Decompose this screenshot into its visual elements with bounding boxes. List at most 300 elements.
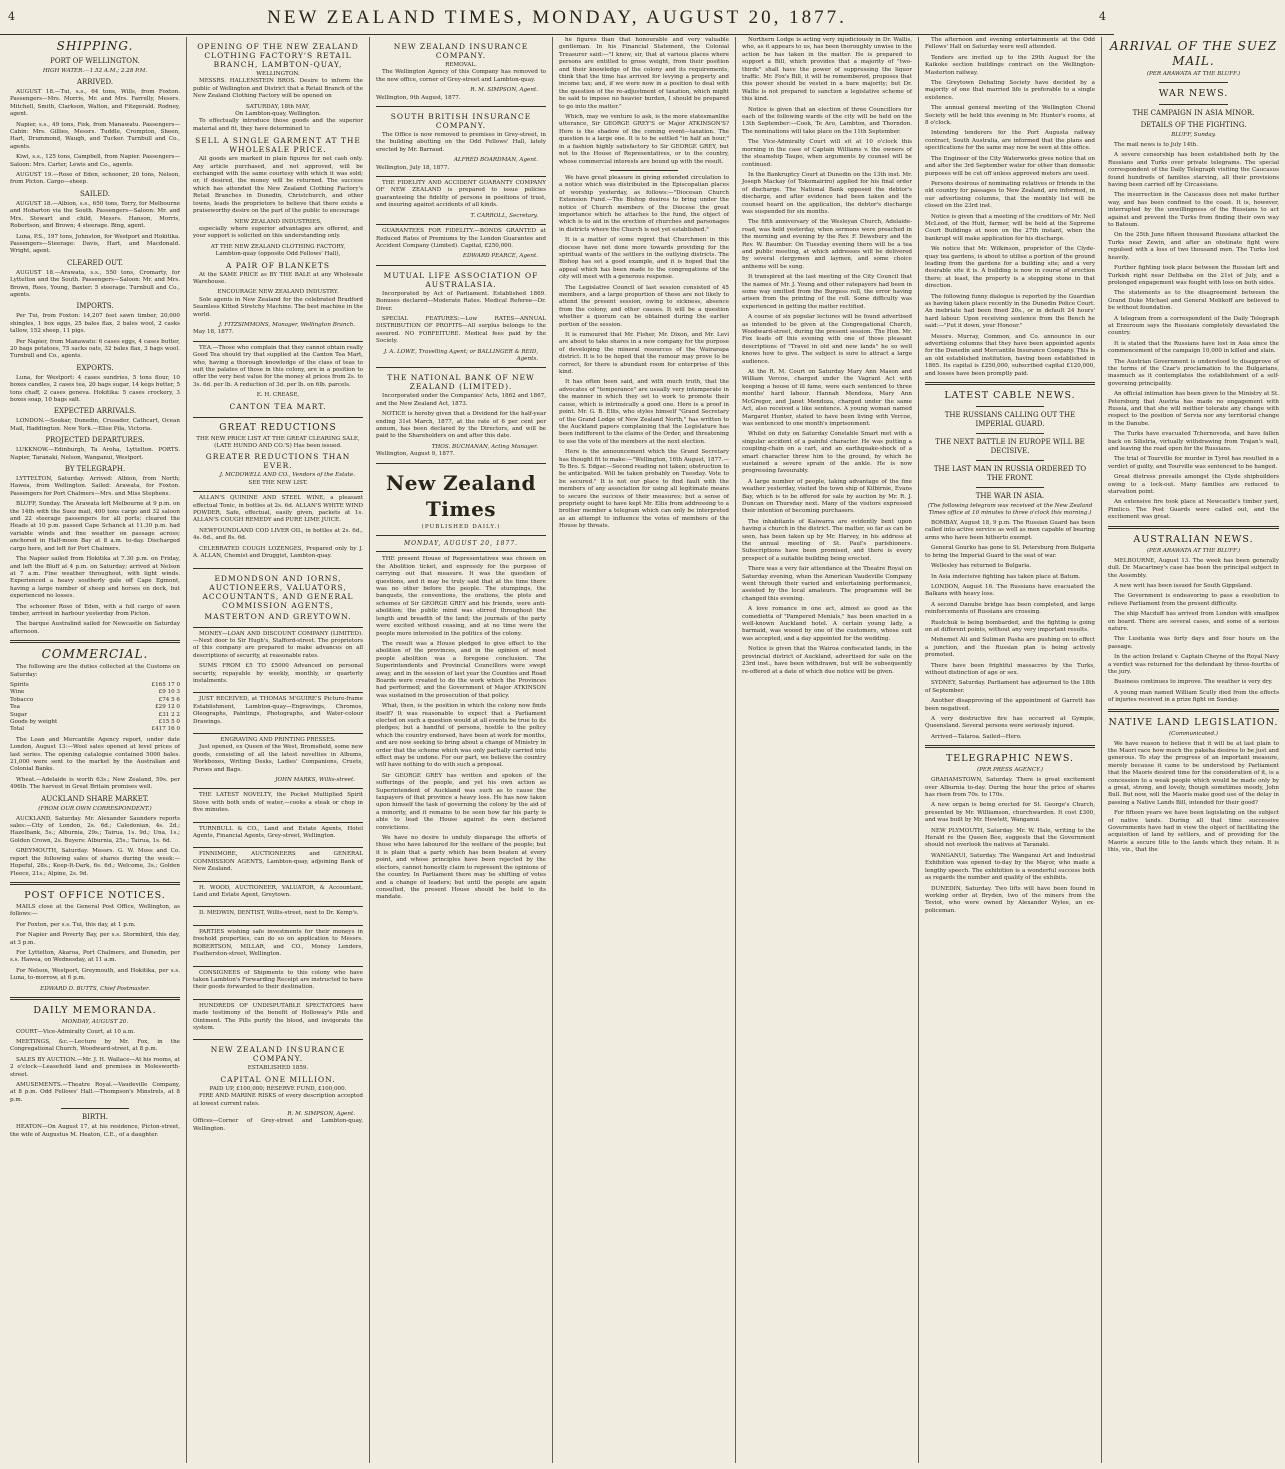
column-suez-mail xyxy=(1102,37,1285,1463)
daily-entry: MEETINGS, &c.—Lecture by Mr. Fox, in the Congregational Church, Woodward-street, at 8 p.m. xyxy=(10,1038,180,1053)
section-divider xyxy=(925,745,1095,748)
news-paragraph: The Engineer of the City Waterworks gives notice that on and after the 3rd September water for other than domestic purposes will be cut off unless approved meters are used. xyxy=(925,155,1095,177)
daily-entry: COURT—Vice-Admiralty Court, at 10 a.m. xyxy=(16,1028,135,1035)
cable-intro: (The following telegram was received at the New Zealand Times office at 10 minutes to three o'clock this morning.) xyxy=(927,503,1093,517)
ad-title: SOUTH BRITISH INSURANCE COMPANY. xyxy=(390,112,532,131)
news-paragraph: Tenders are invited up to the 29th August for the Kaikoke section buildings contract on the Wellington-Masterton railway. xyxy=(925,54,1095,76)
suez-sub: (PER ARAWATA AT THE BLUFF.) xyxy=(1146,71,1241,77)
native-paragraph: For fifteen years we have been legislating on the subject of native lands. During all that time successive Governments have had in view the object of facilitating the acquisition of land by settlers, and of providing for the Maoris a secure title to the lands which they retain. It is this, viz., that the xyxy=(1108,810,1279,854)
news-paragraph: A large number of people, taking advantage of the fine weather yesterday, visited the town ship of Kilbirnie, Evans Bay, which is to be offered for sale by auction by Mr. R. J. Duncan on Thursday next. Many of the visitors expressed their intention of becoming purchasers. xyxy=(742,478,912,515)
daily-date: MONDAY, AUGUST 20. xyxy=(61,1018,129,1025)
ad-text: FIRE AND MARINE RISKS of every description accepted at lowest current rates. xyxy=(193,1093,363,1107)
ad-text: To effectually introduce those goods and the superior material and fit, they have determined to xyxy=(193,118,363,132)
table-row xyxy=(10,712,180,719)
ad-signature: E. H. CREASE, xyxy=(256,392,300,399)
cable-headline: THE WAR IN ASIA. xyxy=(975,492,1045,501)
duty-amount: £29 12 0 xyxy=(155,704,180,711)
page-number-left: 4 xyxy=(8,10,15,23)
war-paragraph: An extensive fire took place at Newcastle's timber yard, Pimlico. The Post Guards were called out, and the excitement was great. xyxy=(1108,499,1279,521)
page-number-right: 4 xyxy=(1099,10,1106,23)
ad-address: Offices—Corner of Grey-street and Lambton-quay, Wellington. xyxy=(193,1118,363,1132)
cable-paragraph: SYDNEY, Saturday. Parliament has adjourned to the 18th of September. xyxy=(925,680,1095,694)
publication-frequency: (PUBLISHED DAILY.) xyxy=(421,523,501,530)
australian-paragraph: A young man named William Scully died from the effects of injuries received in a prize fight on Sunday. xyxy=(1108,689,1279,704)
news-paragraph: Persons desirous of nominating relatives or friends in the old country for passages to New Zealand, are informed, in our advertising columns, that the monthly list will be closed on the 23rd inst. xyxy=(925,180,1095,210)
bluff-entry: The Napier sailed from Hokitika at 7.30 p.m. on Friday, and left the Bluff at 4 p.m. on Saturday; arrived at Nelson at 7 a.m. Fine weather throughout, with light winds. Experienced a heavy southerly gale off Cape Egmont, having a large number of sheep and horses on deck, but experienced no losses. xyxy=(10,556,180,600)
advertisement xyxy=(193,848,363,881)
arrived-entry: Napier, s.s., 49 tons, Fisk, from Manawatu. Passengers—Cabin: Mrs. Gillies, Messrs. Tuddle, Crompton, Sheen, Hart, Drummond, Waugh, and Tucker. Turnbull and Co., agents. xyxy=(10,121,180,150)
news-paragraph: Notice is given that an election of three Councillors for each of the following wards of the city will be held on the 13th September:—Cook, Te Aro, Lambton, and Thorndon. The nominations will take place on the 11th September. xyxy=(742,106,912,135)
ad-title: CANTON TEA MART. xyxy=(229,401,327,411)
advertisement xyxy=(376,107,546,177)
postmaster-signature: EDWARD D. BUTTS, Chief Postmaster. xyxy=(40,985,150,992)
section-title-shipping: SHIPPING. xyxy=(56,39,134,53)
ad-date: Wellington, 9th August, 1877. xyxy=(376,94,461,101)
ad-place: MASTERTON AND GREYTOWN. xyxy=(204,611,352,621)
news-paragraph: It transpired at the last meeting of the City Council that the names of Mr. J. Young and other ratepayers had been in some way omitted from the Burgess roll, the error having arisen from the printing of the roll. Some difficulty was experienced in getting the matter rectified. xyxy=(742,274,912,310)
divider xyxy=(376,551,546,552)
daily-entry: AMUSEMENTS.—Theatre Royal.—Vaudeville Company, at 8 p.m. Odd Fellows' Hall.—Thompson's Minstrels, at 8 p.m. xyxy=(10,1082,180,1103)
telegraphic-sub: (PER PRESS AGENCY.) xyxy=(976,767,1044,774)
column-advertisements-1 xyxy=(187,37,370,1463)
section-title-australian-news: AUSTRALIAN NEWS. xyxy=(1133,533,1254,545)
port-heading: PORT OF WELLINGTON. xyxy=(50,57,140,65)
cable-headline: THE RUSSIANS CALLING OUT THE IMPERIAL GUARD. xyxy=(944,411,1076,429)
ad-title: GREAT REDUCTIONS xyxy=(219,422,337,433)
section-title-daily-memoranda: DAILY MEMORANDA. xyxy=(33,1004,157,1016)
imports-entry: Per Napier, from Manawatu: 6 cases eggs, 4 cases butter, 20 bags potatoes, 75 sacks oats, 32 bales flax, 3 bags wool. Turnbull and Co., agents. xyxy=(10,338,180,360)
editorial-paragraph: The result was a House pledged to give effect to the abolition of the provinces, and in the opinion of most people abolition was a foregone conclusion. The Superintendents and Provincial Councillors were swept away, and in the session of last year the Counties and Road Boards were created to do the work which the Provinces had performed; and the Government of Major ATKINSON was sustained in the prosecution of that policy. xyxy=(376,640,546,699)
ad-text: TURNBULL & CO., Land and Estate Agents, Hotel Agents, Financial Agents, Grey-street, Wellington. xyxy=(193,825,363,840)
duty-amount: £9 10 3 xyxy=(158,689,180,696)
ad-headline: ENCOURAGE NEW ZEALAND INDUSTRY. xyxy=(217,289,339,296)
telegraphic-paragraph: A new organ is being erected for St. George's Church, presented by Mr. Williamson, churchwarden. It cost £300, and was built by Mr. Hewlett, Wanganui. xyxy=(925,802,1095,824)
cable-paragraph: General Gourko has gone to St. Petersburg from Bulgaria to bring the Imperial Guard to the seat of war. xyxy=(925,545,1095,559)
war-paragraph: The statements as to the disagreement between the Grand Duke Michael and General Melikoff are believed to be without foundation. xyxy=(1108,290,1279,312)
ad-text: NEWFOUNDLAND COD LIVER OIL, in bottles at 2s. 6d., 4s. 6d., and 8s. 6d. xyxy=(193,527,363,542)
advertisement xyxy=(193,342,363,418)
ad-title: ENGRAVING AND PRINTING PRESSES. xyxy=(220,736,336,743)
column-editorial xyxy=(370,37,553,1463)
editorial-paragraph: Which, may we venture to ask, is the more statesmanlike utterance, Sir GEORGE GREY'S or Major ATKINSON'S? Here is the shadow of the coming event—taxation. The question is a large one. It is to be settled "in half an hour," in a fashion highly satisfactory to Sir GEORGE GREY, but not to the House of Representatives, or to the country, whose commercial interests are bound up with the result. xyxy=(559,114,729,165)
news-paragraph: Northern Lodge is acting very injudiciously in Dr. Wallis, who, as it appears to us, has been thoroughly unwise in the action he has taken in the matter. He is prepared to support a Bill, which provides that a majority of "two-thirds" shall have the power of suppressing the liquor traffic. Mr. Fox's Bill, it will be remembered, proposes that this power should be vested in a bare majority; but Dr. Wallis is not prepared to sanction a legislative scheme of this kind. xyxy=(742,37,912,103)
war-dateline: BLUFF, Sunday. xyxy=(1171,132,1216,138)
paper-nameplate: New Zealand Times xyxy=(385,470,537,521)
news-paragraph: The inhabitants of Kaiwarra are evidently bent upon having a church in the district. The matter, so far as can be seen, has been taken up by Mr. Harvey, in his address at the annual meeting of St. Paul's parishioners. Subscriptions have been promised, and there is every prospect of a suitable building being erected. xyxy=(742,518,912,562)
telegraph-heading: BY TELEGRAPH. xyxy=(64,465,126,474)
news-paragraph: A course of six popular lectures will be found advertised as intended to be given at the Congregational Church, Woodward-street, during the present session. The Hon. Mr. Fox leads off this evening with one of those pleasant descriptions of "Travel in old and new lands" he so well knows how to give. The subject is sure to attract a large audience. xyxy=(742,314,912,365)
table-row xyxy=(10,682,180,689)
war-paragraph: A telegram from a correspondent of the Daily Telegraph at Erzeroum says the Russians completely devastated the country. xyxy=(1108,315,1279,337)
advertisement xyxy=(193,734,363,789)
war-paragraph: The Austrian Government is understood to disapprove of the terms of the Czar's proclamation to the Bulgarians, inasmuch as it contemplates the establishment of a self-governing principality. xyxy=(1108,358,1279,387)
high-water: HIGH WATER.—1.52 A.M.; 2.28 P.M. xyxy=(42,68,148,74)
ad-text: Incorporated by Act of Parliament. Established 1869. Bonuses declared—Moderate Rates. Medical Referee—Dr. Diver. xyxy=(376,290,546,312)
section-title-cable-news: LATEST CABLE NEWS. xyxy=(944,390,1076,402)
news-paragraph: We have great pleasure in giving extended circulation to a notice which was distributed in the Episcopalian places of worship yesterday, as follows:—"Diocesan Church Extension Fund.—The Bishop desires to bring under the notice of Church members of the Diocese the great importance which he attaches to the fund, the object of which is to aid in the erection of churches and parsonages in districts where the Church is not yet established." xyxy=(559,174,729,233)
exports-entry: Luna, for Westport: 4 cases sundries, 5 tons flour, 10 boxes candles, 2 cases tea, 20 bags sugar, 14 kegs butter, 5 tons chaff, 2 cases geneva. Hokitika: 5 cases crockery, 3 boxes soap, 10 bags salt. xyxy=(10,374,180,403)
ad-text: THE LATEST NOVELTY, the Pocket Multiplied Spirit Stove with both ends of water,—cooks a steak or chop in five minutes. xyxy=(193,792,363,814)
news-paragraph: The annual general meeting of the Wellington Choral Society will be held this evening in Mr. Hunter's rooms, at 8 o'clock. xyxy=(925,105,1095,127)
bluff-entry: BLUFF, Sunday. The Arawata left Melbourne at 9 p.m. on the 14th with the Suez mail, 400 tons cargo and 32 saloon and 22 steerage passengers for all ports; cleared the Heads at 10 p.m. passed Cape Schanck at 11.30 p.m. had variable winds and fine weather on passage across; anchored in Half-moon Bay at 8 a.m. to-day. Discharged cargo here, and left for Port Chalmers. xyxy=(10,501,180,552)
editorial-paragraph: Sir GEORGE GREY has written and spoken of the sufferings of the people, and yet his own action as Superintendent of Auckland was such as to cause the taxpayers of that province a heavy loss. He has now taken upon himself the task of governing the colony by the aid of a minority, and it remains to be seen how far his party is able to lead the House against its own declared convictions. xyxy=(376,772,546,831)
section-divider xyxy=(10,640,180,643)
commercial-intro: The following are the duties collected at the Customs on Saturday: xyxy=(10,664,180,678)
section-title-suez-mail: ARRIVAL OF THE SUEZ MAIL. xyxy=(1109,39,1278,68)
divider xyxy=(976,406,1044,407)
duty-item: Sugar xyxy=(10,711,28,718)
australian-sub: (PER ARAWATA AT THE BLUFF.) xyxy=(1146,547,1241,554)
greymouth-entry: GREYMOUTH, Saturday. Messrs. G. W. Moss and Co. report the following sales of shares during the week:—Hopeful, 28s.; Keep-It-Dark, 6s. 6d.; Welcome, 3s.; Golden Fleece, 21s.; Alpine, 2s. 9d. xyxy=(10,848,180,877)
news-paragraph: We notice that Mr. Wilkinson, proprietor of the Clyde-quay tea gardens, is about to utilise a portion of the ground leading from the gardens for a building site; and a very desirable site it is. A building is now in course of erection there; at least, the property is a stepping stone in that direction. xyxy=(925,246,1095,290)
ad-text: CELEBRATED COUGH LOZENGES, Prepared only by J. A. ALLAN, Chemist and Druggist, Lambton-quay. xyxy=(193,545,363,560)
post-entry: For Nelson, Westport, Greymouth, and Hokitika, per s.s. Luna, to-morrow, at 6 p.m. xyxy=(10,967,180,982)
ad-signature: T. CARROLL, Secretary. xyxy=(470,212,538,219)
news-paragraph: The Greytown Debating Society have decided by a majority of one that married life is preferable to a single existence. xyxy=(925,80,1095,101)
duty-amount: £74 5 6 xyxy=(158,696,180,703)
native-sub: (Communicated.) xyxy=(1169,730,1218,737)
divider xyxy=(376,535,546,536)
ad-text: PARTIES wishing safe investments for their moneys in freehold properties, can do so on application to Messrs. ROBERTSON, MILLAR, and CO., Money Lenders, Featherston-street, Wellington. xyxy=(193,928,363,958)
divider xyxy=(1159,104,1227,105)
news-paragraph: A love romance in one act, almost as good as the comedietta of "Pampered Menials," has been enacted in a well-known Auckland hotel. A certain young lady, a barmaid, was wooed by one of the customers, whose suit was accepted, and a day appointed for the wedding. xyxy=(742,606,912,642)
war-headline: THE CAMPAIGN IN ASIA MINOR. xyxy=(1132,109,1255,117)
column-cable-news xyxy=(919,37,1102,1463)
ad-signature: J. MCDOWELL AND CO., Vendors of the Estate. xyxy=(219,472,355,479)
ad-signature: THOS. BUCHANAN, Acting Manager. xyxy=(431,443,538,450)
news-paragraph: The afternoon and evening entertainments at the Odd Fellows' Hall on Saturday were well attended. xyxy=(925,37,1095,51)
war-paragraph: The insurrection in the Caucasus does not make further way, and has been confined to the coast. It is, however, interrupted by the unwillingness of the Russians to act against and prevent the Turks from finding their own way to Batoum. xyxy=(1108,192,1279,229)
war-paragraph: Further fighting took place between the Russian left and Turkish right near Delibaba on the 21st of July, and a prolonged engagement was fought with loss on both sides. xyxy=(1108,265,1279,286)
telegraphic-paragraph: WANGANUI, Saturday. The Wanganui Art and Industrial Exhibition was opened to-day by the Mayor, who made a lengthy speech. The exhibition is a wonderful success both as regards the number and quality of the exhibits. xyxy=(925,852,1095,882)
news-paragraph: Messrs. Murray, Common, and Co. announce in our advertising columns that they have been appointed agents for the Dunedin and Mercantile Insurance Company. This is an old established institution, having been established in 1865. Its capital is £250,000, subscribed capital £120,000, and losses have been promptly paid. xyxy=(925,333,1095,377)
ad-place: WELLINGTON. xyxy=(256,71,300,77)
divider xyxy=(976,460,1044,461)
ad-headline: GREATER REDUCTIONS THAN EVER. xyxy=(205,452,351,471)
news-paragraph: Here is the announcement which the Grand Secretary has thought fit to make:—"Wellington, 16th August, 1877.—To Bro. S. Edgar.—Second reading not taken; obstruction to be anticipated. Will be taken probably on Tuesday. Vote to be secured." It is not our place to find fault with the members of any association for using all legitimate means to secure the success of their measures; but a sense of propriety ought to have kept Mr. Ellis from addressing to a brother member a telegram which can only be interpreted as an attempt to influence the votes of members of the House by threats. xyxy=(559,449,729,530)
post-entry: For Lyttelton, Akaroa, Port Chalmers, and Dunedin, per s.s. Hawea, on Wednesday, at 11 a.m. xyxy=(10,949,180,964)
ad-text: THE NEW PRICE LIST AT THE GREAT CLEARING SALE, (LATE HUNDO AND CO.'S) Has been issued. xyxy=(196,435,360,450)
bluff-entry: The barque Australind sailed for Newcastle on Saturday afternoon. xyxy=(10,621,180,635)
section-divider xyxy=(925,382,1095,385)
news-paragraph: There was a very fair attendance at the Theatre Royal on Saturday evening, when the American Vaudeville Company went through their varied and entertaining performance, assisted by the local amateurs. The programme will be changed this evening. xyxy=(742,566,912,602)
ad-location: Lambton-quay (opposite Odd Fellows' Hall), xyxy=(215,251,341,258)
advertisement xyxy=(193,418,363,493)
war-paragraph: The trial of Tourville for murder in Tyrol has resulted in a verdict of guilty, and Tourville was sentenced to be hanged. xyxy=(1108,456,1279,470)
post-entry: For Napier and Poverty Bay, per s.s. Stormbird, this day, at 3 p.m. xyxy=(10,932,180,946)
ad-signature: J. A. LOWE, Travelling Agent; or BALLINGER & REID, Agents. xyxy=(383,348,538,362)
telegraphic-paragraph: DUNEDIN, Saturday. Two lifts will have been found in working order at Bryden, two of the miners from the Teviot, who were owned by Alexander Wylee, an ex-policeman. xyxy=(925,885,1095,914)
cleared-heading: CLEARED OUT. xyxy=(67,258,123,267)
advertisement xyxy=(193,1040,363,1137)
advertisement xyxy=(376,225,546,266)
australian-paragraph: The Lusitania was forty days and four hours on the passage. xyxy=(1108,636,1279,650)
ad-text: TEA.—Those who complain that they cannot obtain really Good Tea should try that supplied at the Canton Tea Mart, who, having a thorough knowledge of the class of teas to suit the palates of those in this colony, are in a position to offer the very best value for the money at prices from 2s. to 3s. 6d. per lb. A reduction of 3d. per lb. on 6lb. parcels. xyxy=(193,344,363,388)
arrived-entry: AUGUST 18.—Tui, s.s., 64 tons, Wills, from Foxton. Passengers—Mrs. Morris, Mr. and Mrs. Farrelly, Messrs. Mitchell, Smith, Clarkson, Walton, and Fitzgerald. Rodney, agent. xyxy=(10,89,180,118)
section-title-native-land: NATIVE LAND LEGISLATION. xyxy=(1108,716,1279,728)
news-paragraph: The Legislative Council of last session consisted of 45 members, and a large proportion of these are not likely to attend the present session, owing to sickness, absence from the colony, and other causes. It will be a question whether a quorum can be obtained during the earlier portion of the session. xyxy=(559,284,729,328)
section-title-telegraphic-news: TELEGRAPHIC NEWS. xyxy=(945,753,1075,765)
ad-text: All goods are marked in plain figures for net cash only. Any article purchased, and not approved, will be exchanged with the same courtesy with which it was sold; or, if desired, the money will be returned. The success which has attended the New Zealand Clothing Factory's Retail Branches in Dunedin, Christchurch, and other towns, leads the proprietors to believe that there exists a praiseworthy desire on the part of the public to encourage xyxy=(193,156,363,215)
advertisement xyxy=(193,569,363,628)
advertisement xyxy=(193,37,363,342)
advertisement xyxy=(193,693,363,734)
australian-paragraph: The ship Macduff has arrived from London with smallpox on board. There are several cases, and some of a serious nature. xyxy=(1108,611,1279,632)
divider xyxy=(976,487,1044,488)
war-paragraph: An official intimation has been given to the Ministry at St. Petersburg that Austria has made no engagement with Russia, and that she will neither tolerate any change with respect to the position of Servia nor any territorial change in the Danube. xyxy=(1108,391,1279,427)
editorial-paragraph: THE present House of Representatives was chosen on the Abolition ticket, and expressly for the purpose of carrying out that measure. It was the question of questions, and it may be truly said that at the time there was no other before the people. The stumpings, the banquets, the conventions, the orations, the plots and schemes of Sir GEORGE GREY and his friends, were anti-abolition; the public mind was stirred throughout the length and breadth of the land; the journals of the party were excited without ceasing, and at no time were the people more interested in the politics of the colony. xyxy=(376,556,546,637)
cable-paragraph: Wellesley has returned to Bulgaria. xyxy=(931,563,1032,570)
telegraph-entry: LYTTELTON, Saturday. Arrived: Albion, from North; Hawea, from Wellington. Sailed: Arawata, for Foxton. Passengers for Port Chalmers—Mrs. and Miss Stephens. xyxy=(10,476,180,497)
ad-text: NOTICE is hereby given that a Dividend for the half-year ending 31st March, 1877, at the rate of 6 per cent per annum, has been declared by the Directors, and will be paid to the Shareholders on and after this date. xyxy=(376,411,546,440)
ad-title: EDMONDSON AND IORNS, AUCTIONEERS, VALUATORS, ACCOUNTANTS, AND GENERAL COMMISSION AGENTS, xyxy=(202,573,354,610)
ad-signature: JOHN MARKS, Willis-street. xyxy=(275,777,355,783)
cleared-entry: AUGUST 18.—Arawata, s.s., 550 tons, Cromarty, for Lyttelton and the South. Passengers—Saloon: Mr. and Mrs. Brown, Rees, Young, Baxter; 5 steerage. Turnbull and Co., agents. xyxy=(10,269,180,298)
divider xyxy=(610,170,678,171)
native-paragraph: We have reason to believe that it will be at last plain to the Maori race how much the pakeha desires to be just and generous. To stay the progress of an important measure, merely because it came to be understood by Parliament that the Maoris desired time for the consideration of it, is a concession to a weak people which would be made only by a great, strong, and lovely, though sometimes moody, John Bull. But now, will the Maoris make good use of the delay in passing a Native Lands Bill, intended for their good? xyxy=(1108,740,1279,806)
advertisement xyxy=(376,37,546,107)
australian-paragraph: In the action Ireland v. Captain Cheyne of the Royal Navy a verdict was returned for the defendant by three-fourths of the jury. xyxy=(1108,654,1279,675)
ad-signature: J. FITZSIMMONS, Manager, Wellington Branch. xyxy=(218,321,355,328)
masthead xyxy=(0,0,1114,35)
masthead-title: NEW ZEALAND TIMES, MONDAY, AUGUST 20, 1877. xyxy=(267,7,847,28)
post-entry: For Foxton, per s.s. Tui, this day, at 1 p.m. xyxy=(16,921,136,928)
australian-paragraph: The Government is endeavoring to pass a resolution to relieve Parliament from the present difficulty. xyxy=(1108,593,1279,607)
editorial-paragraph: We have no desire to unduly disparage the efforts of those who have laboured for the welfare of the people; but it is plain that a party which has been beaten at every point, and whose principles have been rejected by the electors, cannot honestly claim to represent the opinions of the country. In Parliament there may be shifting of votes and a change of leaders; but until the people are again consulted, the present House should be held to its mandate. xyxy=(376,835,546,901)
ad-text: Sole agents in New Zealand for the celebrated Bradford Seamless Kitted Stretchy Machine. The best machine in the world. xyxy=(193,296,363,318)
cable-paragraph: A second Danube bridge has been completed, and large reinforcements of Russians are crossing. xyxy=(925,601,1095,616)
australian-paragraph: Business continues to improve. The weather is very dry. xyxy=(1114,679,1273,686)
ad-text: Incorporated under the Companies' Acts, 1862 and 1867, and the New Zealand Act, 1873. xyxy=(376,393,546,407)
divider xyxy=(61,1108,129,1109)
commercial-entry: The Loan and Mercantile Agency report, under date London, August 13:—Wool sales opened at level prices of last series. The opening catalogue contained 5000 bales. 21,000 were sent to the market by the Australian and Colonial Banks. xyxy=(10,736,180,773)
cable-headline: THE LAST MAN IN RUSSIA ORDERED TO THE FRONT. xyxy=(933,465,1087,483)
news-paragraph: It has often been said, and with much truth, that the advocates of "temperance" are usually very intemperate in the manner in which they set to work to promote their cause, which is intrinsically a good one. Here is a proof in point. Mr. G. B. Ellis, who styles himself "Grand Secretary of the Grand Lodge of New Zealand North," has written to the Auckland papers complaining that the Legislature has been indifferent to the claims of the Order, and threatening to use the vote of the members at the next election. xyxy=(559,379,729,445)
duty-amount: £165 17 0 xyxy=(151,681,180,688)
ad-date: SATURDAY, 18th MAY, xyxy=(245,103,311,110)
ad-location: On Lambton-quay, Wellington. xyxy=(235,111,321,118)
duty-item: Spirits xyxy=(10,681,29,688)
divider xyxy=(976,433,1044,434)
expected-heading: EXPECTED ARRIVALS. xyxy=(53,407,137,416)
divider xyxy=(1159,82,1227,83)
ad-signature: ALFRED BOARDMAN, Agent. xyxy=(453,157,538,164)
advertisement xyxy=(193,1000,363,1041)
bluff-entry: The schooner Rose of Eden, with a full cargo of sawn timber, arrived in harbour yesterday from Picton. xyxy=(10,603,180,617)
arrived-entry: AUGUST 19.—Rose of Eden, schooner, 20 tons, Nelson, from Picton. Cargo—sheep. xyxy=(10,172,180,186)
ad-text: CONSIGNEES of Shipments to this colony who have taken Lambton's Forwarding Receipt are instructed to have their goods forwarded to their destination. xyxy=(193,969,363,991)
section-divider xyxy=(1108,709,1279,712)
duty-amount: £417 16 0 xyxy=(151,726,180,733)
ad-signature: EDWARD PEARCE, Agent. xyxy=(462,253,538,260)
ad-text: HUNDREDS OF UNDISPUTABLE SPECTATORS have made testimony of the benefit of Holloway's Pills and Ointment. The Pills purify the blood, and invigorate the system. xyxy=(193,1002,363,1031)
ad-text: ALLAN'S QUININE AND STEEL WINE, a pleasant effectual Tonic, in bottles at 2s. 6d. ALLAN'S WHITE WIND POWDER, Safe, effectual, easily given, packets at 1s. ALLAN'S COUGH REMEDY and PURE LIME JUICE. xyxy=(193,495,363,524)
table-row xyxy=(10,697,180,704)
war-headline: DETAILS OF THE FIGHTING. xyxy=(1140,121,1247,129)
advertisement xyxy=(376,177,546,225)
ad-text: SPECIAL FEATURES:—Low RATES—ANNUAL DISTRIBUTION OF PROFITS—All surplus belongs to the assured. NO FORFEITURE. Medical fees paid by the Society. xyxy=(376,315,546,345)
advertisement xyxy=(193,907,363,925)
war-paragraph: It is stated that the Russians have lost in Asia since the commencement of the campaign 10,000 in killed and slain. xyxy=(1108,340,1279,355)
cable-paragraph: Arrived—Talaroa. Sailed—Hero. xyxy=(931,733,1022,740)
ad-signature: R. M. SIMPSON, Agent. xyxy=(287,1110,355,1117)
sailed-entry: AUGUST 18.—Albion, s.s., 650 tons, Torry, for Melbourne and Hobarton via the South. Passengers—Saloon: Mr. and Mrs. Stewart and child, Messrs. Hanson, Morris, Robertson, and Brown; 4 steerage. Bing, agent. xyxy=(10,200,180,230)
ad-text: FINNIMORE, AUCTIONEERS and GENERAL COMMISSION AGENTS, Lambton-quay, adjoining Bank of New Zealand. xyxy=(193,851,363,873)
ad-text: THE FIDELITY AND ACCIDENT GUARANTY COMPANY OF NEW ZEALAND is prepared to issue policies guaranteeing the fidelity of persons in positions of trust, and insuring against accidents of all kinds. xyxy=(376,180,546,209)
birth-heading: BIRTH. xyxy=(81,1113,109,1122)
advertisement xyxy=(193,882,363,908)
ad-text: PAID UP, £100,000; RESERVE FUND, £100,000. xyxy=(209,1085,347,1092)
arrived-entry: Kiwi, s.s., 125 tons, Campbell, from Napier. Passengers—Saloon: Mrs. Carter, Lewis and Co., agents. xyxy=(10,154,180,168)
ad-headline: CAPITAL ONE MILLION. xyxy=(220,1074,336,1084)
duty-item: Tobacco xyxy=(10,696,34,703)
news-paragraph: At the R. M. Court on Saturday Mary Ann Mason and William Vercoe, charged under the Vagrant Act with keeping a house of ill fame, were each sentenced to three months' hard labour. Hannah Mendoza, Mary Ann McGregor, and Janet Mendoza, charged under the same Act, also received a like sentence. A young woman named Margaret Hunter, stated to have been living with Vercoe, was sentenced to one month's imprisonment. xyxy=(742,369,912,427)
section-divider xyxy=(1108,526,1279,529)
ad-text: especially where superior advantages are offered, and your support is solicited on this understanding only. xyxy=(193,225,363,240)
cable-paragraph: Rustchuk is being bombarded, and the fighting is going on at different points, without any very important results. xyxy=(925,619,1095,633)
cable-paragraph: A very destructive fire has occurred at Gympie, Queensland. Several persons were seriously injured. xyxy=(925,716,1095,730)
projected-entry: LUKKNOW.—Edinburgh, Ta Aroha, Lyttelton. PORTS. Napier, Taranaki, Nelson, Wanganui, Westport. xyxy=(10,447,180,461)
advertisement xyxy=(193,967,363,1000)
ad-title: OPENING OF THE NEW ZEALAND CLOTHING FACTORY'S RETAIL BRANCH, LAMBTON-QUAY, xyxy=(197,42,359,69)
war-news-title: WAR NEWS. xyxy=(1158,88,1229,99)
ad-text: D. MEDWIN, DENTIST, Willis-street, next to Dr. Kemp's. xyxy=(199,910,359,917)
news-paragraph: The Vice-Admiralty Court will sit at 10 o'clock this morning in the case of Captain Williams v. the owners of the steamship Taupo, when arguments by counsel will be continued. xyxy=(742,139,912,168)
ad-date: Wellington, July 18, 1877. xyxy=(376,164,450,171)
table-row xyxy=(10,689,180,696)
ad-text: The Office is now removed to premises in Grey-street, in the building abutting on the Odd Fellows' Hall, lately erected by Mr. Barraud. xyxy=(376,132,546,153)
table-row xyxy=(10,704,180,711)
editorial-paragraph: he figures than that honourable and very valuable gentleman. In his Financial Statement, the Colonial Treasurer said:—"I know, sir, that at various places where persons are entitled to gross weight, from their position and their knowledge of the colony and its requirements, think that the time has arrived for levying a property and income tax; and, if we were now in a position to deal with the question of the re-adjustment of taxation, which might be said to impose no heavier burden, I should be prepared to go into the matter." xyxy=(559,37,729,110)
news-paragraph: Notice is given that the Wairoa confiscated lands, in the provincial district of Auckland, advertised for sale on the 23rd inst., have been withdrawn, but will be subsequently re-offered at a date of which due notice will be given. xyxy=(742,646,912,675)
ad-date: Wellington, August 9, 1877. xyxy=(376,451,455,458)
section-divider xyxy=(10,997,180,1000)
cable-paragraph: Another disapproving of the appointment of Garrett has been negatived. xyxy=(925,698,1095,712)
duty-item: Wine xyxy=(10,689,25,696)
news-paragraph: It is rumoured that Mr. Fisher, Mr. Dixon, and Mr. Levi are about to take shares in a new company for the purpose of developing the mineral resources of the Wairarapa district. It is to be hoped that the rumour may prove to be correct, for there is abundant room for enterprise of this kind. xyxy=(559,332,729,376)
expected-entry: LONDON.—Soukar, Dunedin, Crusader, Cathcart, Ocean Mail, Haddington. New York.—Elise Pila, Victoria. xyxy=(10,418,180,432)
auckland-sub: (FROM OUR OWN CORRESPONDENT.) xyxy=(38,805,152,812)
section-title-commercial: COMMERCIAL. xyxy=(41,647,149,662)
ad-text: JUST RECEIVED, at THOMAS M'GUIRE'S Picture-frame Establishment, Lambton-quay—Engravings, Chromos, Oleographs, Paintings, Photographs, and Water-colour Drawings. xyxy=(193,696,363,725)
news-paragraph: Intending tenderers for the Port Augusta railway contract, South Australia, are informed that the plans and specifications for the same may now be seen at this office. xyxy=(925,130,1095,152)
ad-title: THE NATIONAL BANK OF NEW ZEALAND (LIMITED). xyxy=(387,373,535,392)
editorial-date: MONDAY, AUGUST 20, 1877. xyxy=(403,540,519,548)
column-editorial-continued xyxy=(553,37,736,1463)
table-row xyxy=(10,726,180,733)
advertisement xyxy=(193,628,363,694)
exports-heading: EXPORTS. xyxy=(76,363,114,372)
column-local-news xyxy=(736,37,919,1463)
table-row xyxy=(10,719,180,726)
ad-title: NEW ZEALAND INSURANCE COMPANY. xyxy=(210,1045,346,1064)
auckland-heading: AUCKLAND SHARE MARKET. xyxy=(41,794,149,803)
war-paragraph: A severe censorship has been established both by the Russians and Turks over private telegrams. The special correspondent of the Daily Telegraph visiting the Caucasus found hundreds of families starving, all their provisions having been carried off by Circassians. xyxy=(1108,152,1279,189)
duty-item: Total xyxy=(10,726,25,733)
projected-heading: PROJECTED DEPARTURES. xyxy=(45,436,145,445)
ad-headline: SELL A SINGLE GARMENT AT THE WHOLESALE PRICE. xyxy=(195,136,361,155)
ad-signature: R. M. SIMPSON, Agent. xyxy=(470,87,538,94)
arrived-heading: ARRIVED. xyxy=(76,78,114,86)
ad-text: MONEY—LOAN AND DISCOUNT COMPANY (LIMITED).—Next door to Sir Hugh's, Stafford-street. The proprietors of this company are prepared to make advances on all descriptions of security, at reasonable rates. xyxy=(193,630,363,659)
page-columns xyxy=(0,35,1279,1463)
news-paragraph: It is a matter of some regret that Churchmen in this diocese have not done more towards providing for the spiritual wants of the settlers in the outlying districts. The Bishop has set a good example, and it is hoped that the appeal which has been made to the congregations of the city will meet with a generous response. xyxy=(559,237,729,281)
duty-item: Goods by weight xyxy=(10,719,58,725)
news-paragraph: The fifth anniversary of the Wesleyan Church, Adelaide-road, was held yesterday, when sermons were preached in the morning and evening by the Rev. F. Dewsbury and the Rev. W. Baumber. On Tuesday evening there will be a tea and public meeting, at which addresses will be delivered by several clergymen and laymen, and some choice anthems will be sung. xyxy=(742,219,912,270)
post-entry: MAILS close at the General Post Office, Wellington, as follows:— xyxy=(10,903,180,918)
cable-paragraph: There have been frightful massacres by the Turks, without distinction of age or sex. xyxy=(925,662,1095,676)
war-paragraph: The mail news is to July 14th. xyxy=(1114,142,1198,148)
section-divider xyxy=(10,882,180,885)
birth-entry: HEATON—On August 17, at his residence, Picton-street, the wife of Augustus M. Heaton, C.E., of a daughter. xyxy=(10,1124,180,1138)
duty-item: Tea xyxy=(10,704,20,711)
ad-text: Just opened, ex Queen of the West, Bromsfield, some new goods, consisting of all the latest novelties in Albums, Workboxes, Writing Desks, Ladies' Companions, Cruets, Purses and Bags. xyxy=(193,744,363,773)
news-paragraph: In the Bankruptcy Court at Dunedin on the 13th inst. Mr. Joseph Mackay (of Tokomairiro) applied for his final order of discharge. The National Bank opposed the debtor's discharge, and after evidence had been taken and the counsel heard on the application, the debtor's discharge was suspended for six months. xyxy=(742,171,912,215)
advertisement xyxy=(193,926,363,967)
advertisement xyxy=(193,789,363,822)
war-paragraph: On the 25th June fifteen thousand Russians attacked the Turks near Zewin, and after an obstinate fight were repulsed with a loss of two thousand men. The Turks lost heavily. xyxy=(1108,232,1279,261)
ad-text: SUMS FROM £5 TO £5000 Advanced on personal security, repayable by weekly, monthly, or quarterly instalments. xyxy=(193,663,363,684)
ad-text: H. WOOD, AUCTIONEER, VALUATOR, & Accountant, Land and Estate Agent, Greytown. xyxy=(193,884,363,899)
cable-paragraph: Mehemet Ali and Suliman Pasha are pushing on to effect a junction, and the Russian plan is being actively promoted. xyxy=(925,637,1095,659)
ad-text: At the SAME PRICE as BY THE BALE at any Wholesale Warehouse. xyxy=(193,271,363,285)
ad-title: NEW ZEALAND INSURANCE COMPANY. xyxy=(393,42,529,60)
ad-text: ESTABLISHED 1859. xyxy=(247,1065,309,1072)
ad-date: May 18, 1877. xyxy=(193,329,234,336)
auckland-entry: AUCKLAND, Saturday. Mr. Alexander Saunders reports sales:—City of London, 2s. 6d.; Caledonian, 4s. 2d.; Hazelbank, 5s.; Alburnia, 29s.; Tairua, 1s. 9d.; Una, 1s.; Golden Crown, 2s. Buyers: Alburnia, 25s.; Tairua, 1s. 6d. xyxy=(10,815,180,844)
commercial-entry: Wheat.—Adelaide is worth 63s.; New Zealand, 59s. per 496lb. The harvest in Great Britain promises well. xyxy=(10,776,180,791)
column-shipping xyxy=(4,37,187,1463)
section-title-post-office: POST OFFICE NOTICES. xyxy=(24,889,166,901)
ad-headline: AT THE NEW ZEALAND CLOTHING FACTORY, xyxy=(210,243,346,250)
ad-title: MUTUAL LIFE ASSOCIATION OF AUSTRALASIA. xyxy=(383,270,539,289)
duty-amount: £31 2 2 xyxy=(158,711,180,718)
imports-heading: IMPORTS. xyxy=(76,302,114,311)
editorial-paragraph: What, then, is the position in which the colony now finds itself? It was reasonable to expect that a Parliament elected on such a question would at all events be true to its pledges; but a handful of persons, hostile to the policy which the country endorsed, have been at work for months, and are now seeking to bring about a change of Ministry in order that the scheme which was only partially carried into effect may be undone. For our part, we believe the country will have nothing to do with such a proposal. xyxy=(376,703,546,769)
australian-paragraph: A new writ has been issued for South Gippsland. xyxy=(1114,582,1253,589)
duty-amount: £15 5 0 xyxy=(158,719,180,725)
australian-paragraph: MELBOURNE, August 13. The week has been generally dull. Dr. Macartney's case has been the principal subject in the Assembly. xyxy=(1108,557,1279,579)
cable-headline: THE NEXT BATTLE IN EUROPE WILL BE DECISIVE. xyxy=(935,438,1085,456)
cable-paragraph: LONDON, August 16. The Russians have evacuated the Balkans with heavy loss. xyxy=(925,583,1095,598)
ad-text: SEE THE NEW LIST. xyxy=(248,479,308,486)
advertisement xyxy=(193,492,363,568)
advertisement xyxy=(376,266,546,369)
telegraphic-paragraph: GRAHAMSTOWN, Saturday. There is great excitement over Alburnia to-day. During the hour the price of shares has risen from 70s. to 170s. xyxy=(925,777,1095,799)
news-paragraph: Notice is given that a meeting of the creditors of Mr. Neil McLeod, of the Hutt, farmer, will be held at the Supreme Court Buildings at noon on the 27th instant, when the bankrupt will make application for his discharge. xyxy=(925,213,1095,242)
ad-headline: REMOVAL. xyxy=(445,62,477,68)
advertisement xyxy=(193,823,363,849)
advertisement xyxy=(376,368,546,463)
war-paragraph: Great distress prevails amongst the Clyde shipbuilders owing to a lock-out. Many families are reduced to starvation point. xyxy=(1108,474,1279,496)
ad-headline: NEW ZEALAND INDUSTRIES, xyxy=(234,218,322,225)
news-paragraph: Whilst on duty on Saturday Constable Smart met with a singular accident of a painful character. He was putting a coupling-chain on a cart, and an earthquake-shock of a smart character threw him to the ground, by which he sustained a severe sprain of the ankle. He is now progressing favourably. xyxy=(742,431,912,475)
war-paragraph: The Turks have evacuated Tchernovoda, and have fallen back on Silistria, virtually withdrawing from Trajan's wall, and leaving the road open for the Russians. xyxy=(1108,431,1279,453)
cable-paragraph: In Asia indecisive fighting has taken place at Batum. xyxy=(931,573,1081,580)
ad-text: MESSRS. HALLENSTEIN BROS. Desire to inform the public of Wellington and District that a Retail Branch of the New Zealand Clothing Factory will be opened on xyxy=(193,78,363,100)
duties-table xyxy=(10,682,180,734)
ad-headline: A PAIR OF BLANKETS xyxy=(226,260,330,270)
sailed-heading: SAILED. xyxy=(80,189,110,198)
ad-text: GUARANTEES FOR FIDELITY.—BONDS GRANTED at Reduced Rates of Premiums by the London Guarantee and Accident Company (Limited). Capital, £250,000. xyxy=(376,228,546,249)
imports-entry: Per Tui, from Foxton: 14,207 feet sawn timber, 20,000 shingles, 1 box eggs, 25 bales flax, 2 bales wool, 2 casks tallow, 152 sheep, 11 pigs. xyxy=(10,313,180,335)
sailed-entry: Luna, P.S., 197 tons, Johnston, for Westport and Hokitika. Passengers—Steerage: Davis, Hart, and Macdonald. Wright, agent. xyxy=(10,233,180,255)
ad-text: The Wellington Agency of this Company has removed to the new office, corner of Grey-street and Lambton-quay. xyxy=(376,69,546,83)
telegraphic-paragraph: NEW PLYMOUTH, Saturday. Mr. W. Hale, writing to the Herald re the Queen Bee, suggests that the Government should not overlook the natives at Taranaki. xyxy=(925,827,1095,849)
daily-entry: SALES BY AUCTION.—Mr. J. H. Wallace—At his rooms, at 2 o'clock—Leasehold land and premises in Molesworth-street. xyxy=(10,1056,180,1078)
cable-paragraph: BOMBAY, August 18, 9 p.m. The Russian Guard has been called into active service as well as men capable of bearing arms who have been hitherto exempt. xyxy=(925,520,1095,541)
news-paragraph: The following funny dialogue is reported by the Guardian as having taken place recently in the Dunedin Police Court. An inebriate had been fined 20s., or in default 24 hours' hard labour. Upon receiving sentence from the Bench he said:—"Put it down, your Honour." xyxy=(925,293,1095,330)
